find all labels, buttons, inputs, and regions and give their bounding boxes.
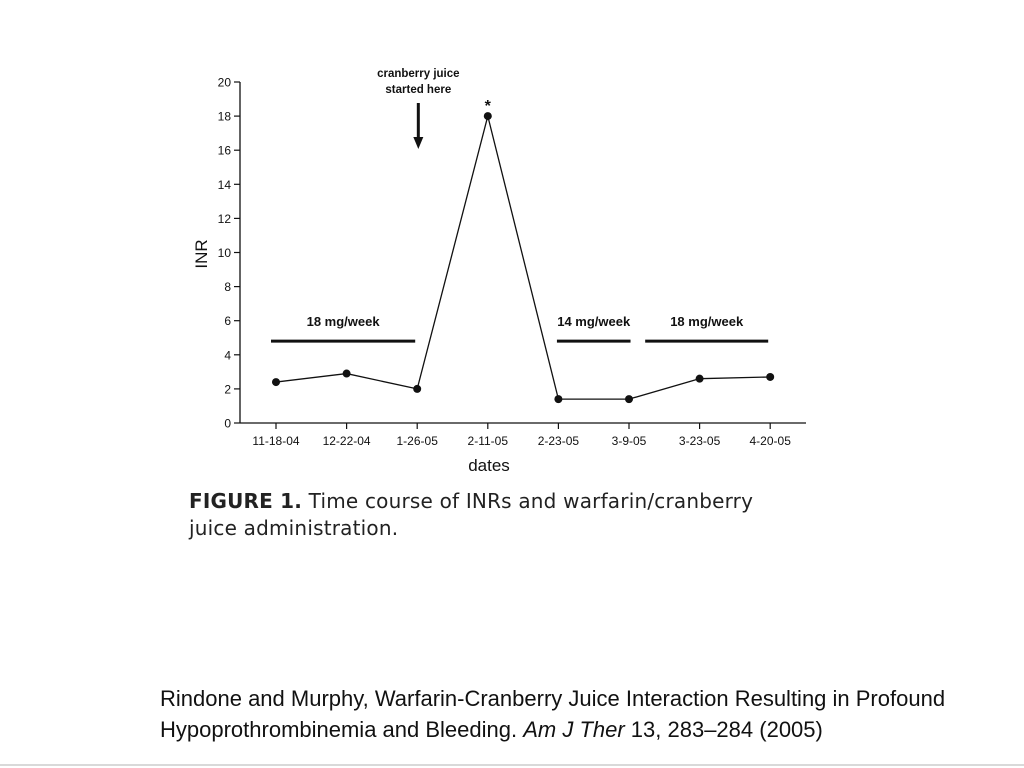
y-tick-label: 10 — [217, 246, 231, 260]
y-tick-label: 8 — [224, 280, 231, 295]
y-tick-label: 20 — [217, 75, 231, 90]
x-tick-label: 1-26-05 — [396, 434, 438, 448]
y-tick-label: 2 — [224, 382, 231, 397]
data-point — [766, 373, 774, 381]
citation-journal: Am J Ther — [523, 717, 625, 742]
star-annotation: * — [484, 98, 491, 116]
data-point — [413, 385, 421, 393]
arrow-head — [413, 137, 423, 149]
dose-label: 14 mg/week — [557, 314, 631, 330]
data-point — [625, 395, 633, 403]
y-tick-label: 18 — [217, 109, 231, 124]
bottom-divider — [0, 764, 1024, 766]
y-axis-label: INR — [192, 239, 211, 269]
dose-label: 18 mg/week — [306, 314, 380, 330]
y-tick-label: 14 — [217, 177, 231, 192]
x-tick-label: 3-23-05 — [678, 434, 721, 448]
arrow-annotation-line1: cranberry juice — [377, 68, 460, 80]
x-tick-label: 12-22-04 — [322, 434, 371, 448]
caption-line2: juice administration. — [189, 516, 399, 540]
dose-label: 18 mg/week — [670, 314, 744, 330]
arrow-annotation-line2: started here — [385, 84, 452, 96]
figure-caption — [189, 488, 829, 542]
figure-label: FIGURE 1. — [189, 489, 303, 513]
x-tick-label: 11-18-04 — [252, 434, 300, 448]
data-point — [696, 375, 704, 383]
y-tick-label: 16 — [217, 143, 231, 158]
y-tick-label: 6 — [224, 314, 231, 329]
data-point — [343, 370, 351, 378]
y-tick-label: 0 — [224, 416, 231, 431]
y-tick-label: 12 — [217, 211, 231, 226]
x-tick-label: 4-20-05 — [749, 434, 791, 448]
data-point — [554, 395, 562, 403]
data-point — [272, 378, 280, 386]
x-tick-label: 2-11-05 — [467, 434, 509, 448]
inr-series-line — [276, 116, 770, 399]
x-tick-label: 3-9-05 — [611, 434, 647, 448]
citation-line2-start: Hypoprothrombinemia and Bleeding. — [160, 717, 524, 742]
y-tick-label: 4 — [224, 348, 231, 363]
x-tick-label: 2-23-05 — [537, 434, 580, 448]
citation-line2-end: 13, 283–284 (2005) — [624, 717, 823, 742]
caption-line1: Time course of INRs and warfarin/cranberry — [302, 489, 754, 513]
citation — [160, 683, 1020, 745]
x-axis-label: dates — [468, 456, 510, 475]
citation-line1: Rindone and Murphy, Warfarin-Cranberry Juice Interaction Resulting in Profound — [160, 686, 946, 711]
